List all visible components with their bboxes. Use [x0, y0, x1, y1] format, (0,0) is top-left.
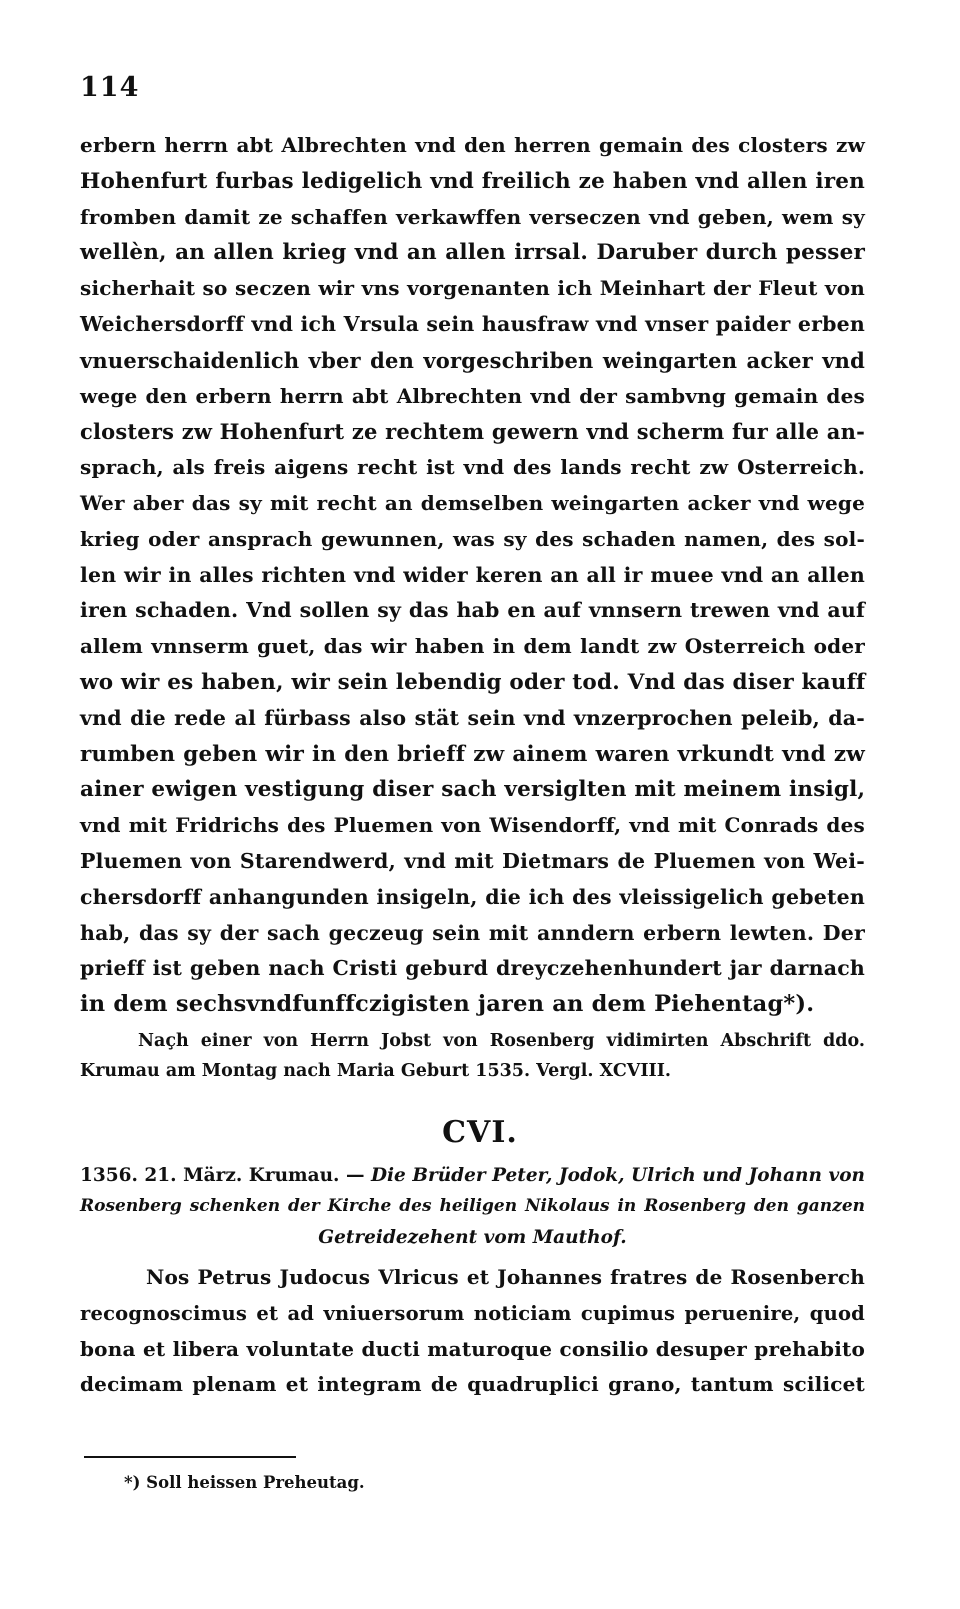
page-number: 114: [80, 72, 140, 103]
text-line: vnuerschaidenlich vber den vorgeschriben weingarten acker vnd: [80, 347, 865, 373]
text-line: recognoscimus et ad vniuersorum noticiam cupimus peruenire, quod: [80, 1301, 865, 1325]
text-line: Pluemen von Starendwerd, vnd mit Dietmars de Pluemen von Wei-: [80, 848, 865, 873]
charter-text: [80, 128, 865, 1023]
footnote: *) Soll heissen Preheutag.: [124, 1473, 365, 1492]
text-line: Hohenfurt furbas ledigelich vnd freilich ze haben vnd allen iren: [80, 168, 865, 194]
text-line: fromben damit ze schaffen verkawffen verseczen vnd geben, wem sy: [80, 204, 865, 229]
text-line: allem vnnserm guet, das wir haben in dem landt zw Osterreich oder: [80, 634, 865, 659]
text-line: wellèn, an allen krieg vnd an allen irrsal. Daruber durch pesser: [80, 240, 865, 266]
text-line: krieg oder ansprach gewunnen, was sy des schaden namen, des sol-: [80, 526, 865, 551]
regest: [80, 1160, 865, 1253]
regest-line: Getreidezehent vom Mauthof.: [318, 1227, 627, 1248]
regest-text: Die Brüder Peter, Jodok, Ulrich und Johann von: [370, 1165, 865, 1186]
text-line: wo wir es haben, wir sein lebendig oder tod. Vnd das diser kauff: [80, 669, 866, 695]
footnote-divider: [84, 1456, 296, 1458]
text-line: in dem sechsvndfunffczigisten jaren an dem Piehentag*).: [80, 991, 815, 1018]
text-line: bona et libera voluntate ducti maturoque consilio desuper prehabito: [80, 1336, 865, 1361]
text-line: vnd die rede al fürbass also stät sein vnd vnzerprochen peleib, da-: [80, 705, 865, 730]
text-line: hab, das sy der sach geczeug sein mit anndern erbern lewten. Der: [80, 920, 865, 945]
regest-line: Rosenberg schenken der Kirche des heiligen Nikolaus in Rosenberg den ganzen: [80, 1196, 865, 1216]
text-line: Wer aber das sy mit recht an demselben weingarten acker vnd wege: [80, 490, 865, 515]
latin-charter-text: [80, 1260, 865, 1403]
text-line: sicherhait so seczen wir vns vorgenanten ich Meinhart der Fleut von: [80, 276, 865, 301]
text-line: rumben geben wir in den brieff zw ainem waren vrkundt vnd zw: [80, 741, 865, 767]
regest-date: 1356. 21. März. Krumau. —: [80, 1165, 365, 1186]
text-line: len wir in alles richten vnd wider keren an all ir muee vnd an allen: [80, 562, 865, 587]
text-line: ainer ewigen vestigung diser sach versiglten mit meinem insigl,: [80, 777, 866, 803]
text-line: iren schaden. Vnd sollen sy das hab en auf vnnsern trewen vnd auf: [80, 598, 865, 623]
document-number: CVI.: [442, 1115, 518, 1150]
source-note-line: Krumau am Montag nach Maria Geburt 1535. Vergl. XCVIII.: [80, 1061, 671, 1081]
text-line: prieff ist geben nach Cristi geburd dreyczehenhundert jar darnach: [80, 956, 865, 981]
text-line: decimam plenam et integram de quadruplici grano, tantum scilicet: [80, 1372, 865, 1397]
regest-line: [80, 1160, 865, 1191]
source-note: [80, 1026, 865, 1086]
text-line: sprach, als freis aigens recht ist vnd des lands recht zw Osterreich.: [80, 455, 865, 480]
text-line: closters zw Hohenfurt ze rechtem gewern vnd scherm fur alle an-: [80, 419, 865, 445]
text-line: wege den erbern herrn abt Albrechten vnd der sambvng gemain des: [80, 383, 865, 408]
text-line: Weichersdorff vnd ich Vrsula sein hausfraw vnd vnser paider erben: [80, 311, 865, 336]
text-line: Nos Petrus Judocus Vlricus et Johannes fratres de Rosenberch: [146, 1265, 865, 1289]
text-line: erbern herrn abt Albrechten vnd den herren gemain des closters zw: [80, 133, 865, 157]
text-line: vnd mit Fridrichs des Pluemen von Wisendorff, vnd mit Conrads des: [80, 813, 865, 838]
source-note-line: Naçh einer von Herrn Jobst von Rosenberg vidimirten Abschrift ddo.: [138, 1031, 865, 1051]
text-line: chersdorff anhangunden insigeln, die ich des vleissigelich gebeten: [80, 884, 865, 909]
